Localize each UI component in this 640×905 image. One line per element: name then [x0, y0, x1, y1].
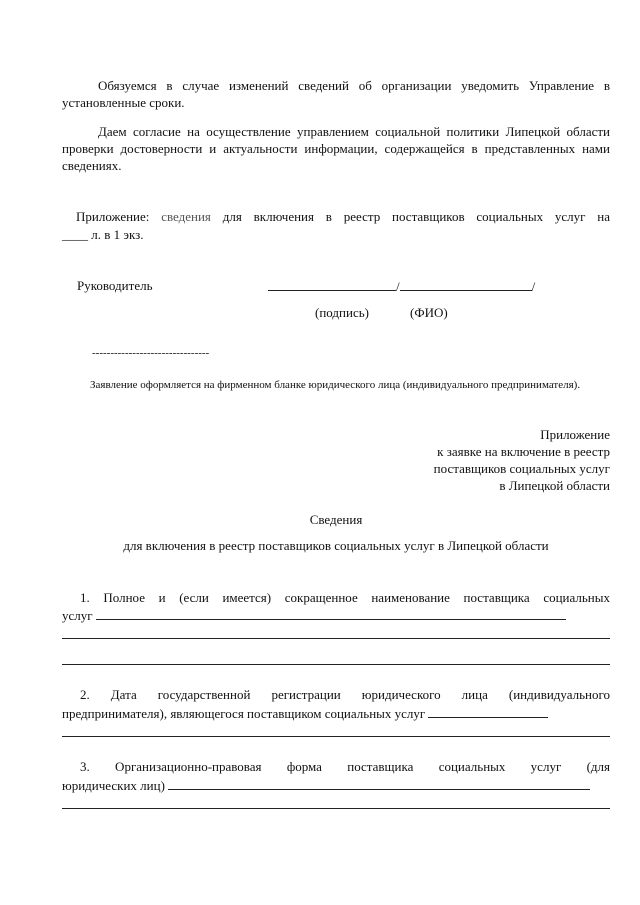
- appendix-line-3: поставщиков социальных услуг: [433, 461, 610, 476]
- name-caption: (ФИО): [410, 305, 448, 320]
- item-3-field[interactable]: [168, 776, 590, 790]
- attachment-line2: ____ л. в 1 экз.: [62, 227, 144, 242]
- item-2: 2. Дата государственной регистрации юридического лица (индивидуального: [80, 687, 610, 702]
- footnote-separator: --------------------------------: [92, 347, 210, 359]
- page-subtitle: для включения в реестр поставщиков социальных услуг в Липецкой области: [123, 538, 549, 553]
- appendix-line-1: Приложение: [540, 427, 610, 442]
- page-title: Сведения: [309, 512, 363, 527]
- item-1-cont: услуг: [62, 606, 566, 624]
- name-blank[interactable]: [400, 277, 532, 291]
- item-3: 3. Организационно-правовая форма поставщика социальных услуг (для: [80, 759, 610, 774]
- item-1-line-2[interactable]: [62, 638, 610, 639]
- item-1: 1. Полное и (если имеется) сокращенное наименование поставщика социальных: [80, 590, 610, 605]
- item-2-field[interactable]: [428, 704, 548, 718]
- attachment-line: [62, 208, 610, 225]
- appendix-line-4: в Липецкой области: [499, 478, 610, 493]
- appendix-line-2: к заявке на включение в реестр: [437, 444, 610, 459]
- item-2-line-2[interactable]: [62, 736, 610, 737]
- footnote-text: Заявление оформляется на фирменном бланке юридического лица (индивидуального предпринимателя).: [90, 379, 581, 391]
- attachment-prefix: Приложение:: [76, 209, 150, 224]
- attachment-faint: сведения: [161, 209, 211, 224]
- item-1-line-3[interactable]: [62, 664, 610, 665]
- item-2-cont: предпринимателя), являющегося поставщиком социальных услуг: [62, 704, 548, 722]
- attachment-rest: для включения в реестр поставщиков социальных услуг на: [222, 209, 611, 224]
- item-1-field[interactable]: [96, 606, 566, 620]
- item-3-cont: юридических лиц): [62, 776, 590, 794]
- signature-role: Руководитель: [77, 278, 153, 293]
- signature-blank[interactable]: [268, 277, 396, 291]
- commitment-paragraph: Обязуемся в случае изменений сведений об организации уведомить Управление в установленные сроки.: [62, 78, 610, 110]
- item-3-line-2[interactable]: [62, 808, 610, 809]
- signature-caption: (подпись): [315, 305, 369, 320]
- signature-lines: / /: [268, 277, 535, 295]
- consent-paragraph: Даем согласие на осуществление управлением социальной политики Липецкой области проверки достоверности и актуальности информации, содержащейся в представленных нами сведениях.: [62, 124, 610, 173]
- appendix-header: [434, 426, 610, 494]
